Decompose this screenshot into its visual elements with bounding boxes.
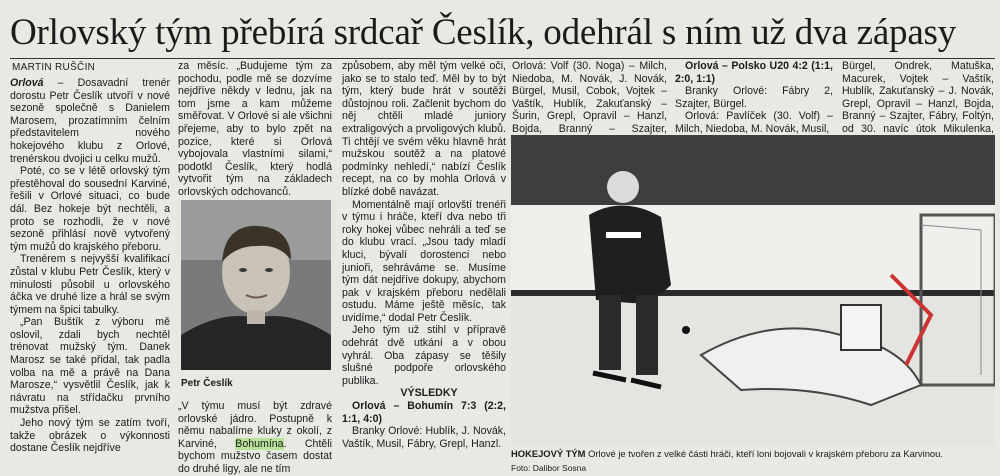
photo-caption: HOKEJOVÝ TÝM Orlové je tvořen z velké části hráči, kteří loni bojovali v krajském přeboru za Karvinou. — [511, 448, 943, 459]
paragraph: „Pan Buštík z výboru mě oslovil, zdali bych nechtěl trénovat mužský tým. Danek Marosz se také přidal, tak padla volba na mě a právě na Dana Marosze,“ vysvětlil Česlík, jak k návratu na střídačku prvního mužstva přišel. — [10, 316, 170, 417]
paragraph: Trenérem s nejvyšší kvalifikací zůstal v klubu Petr Česlík, který v minulosti působil u orlovského áčka ve druhé lize a hrál se svým týmem na špici tabulky. — [10, 253, 170, 316]
article-column-2-continued — [178, 400, 332, 476]
lineup-text: Bürgel, Ondrek, Matuška, Macurek, Vojtek – Vaštík, Hublík, Zakuťanský – J. Novák, Grepl, Opravil – Hanzl, Bojda, Branný – Szajter, Fábry, Foltýn, od 30. navíc útok Mikulenka, — [842, 60, 994, 135]
paragraph: „V týmu musí být zdravé orlovské jádro. Postupně k němu nabalíme kluky z okolí, z Karviné, Bohumína. Chtěli bychom mužstvo časem dostat do druhé ligy, ale ne tím — [178, 400, 332, 475]
paragraph: Momentálně mají orlovští trenéři v týmu i hráče, kteří dva nebo tři roky hokej vůbec nehráli a teď se do klubu vrací. „Jsou tady mladí kluci, bývalí dorostenci nebo junioři, sehráváme se. Musíme tým dát nejdříve dokupy, abychom pak v krajském přeboru nedělali ostudu. Máme ještě měsíc, tak uvidíme,“ dodal Petr Česlík. — [342, 198, 506, 324]
paragraph: Orlová – Dosavadní trenér dorostu Petr Česlík utvoří v nové sezoně společně s Danielem Marosem, prozatímním čelním představitelem nového hokejového klubu z Orlové, trenérskou dvojici u celku mužů. — [10, 77, 170, 165]
paragraph: Jeho tým už stihl v přípravě odehrát dvě utkání a v obou vyhrál. Oba zápasy se těšily slušné podpoře orlovského publika. — [342, 324, 506, 387]
article-column-5 — [675, 60, 833, 136]
headline: Orlovský tým přebírá srdcař Česlík, odehrál s ním už dva zápasy — [10, 12, 957, 53]
hockey-photo — [511, 135, 995, 445]
headline-rule — [10, 58, 995, 59]
photo-credit: Foto: Dalibor Sosna — [511, 463, 587, 473]
highlighted-word: Bohumína — [235, 437, 284, 450]
author-byline: MARTIN RUŠČIN — [12, 62, 96, 73]
article-column-2 — [178, 60, 332, 199]
result-heading: Orlová – Polsko U20 4:2 (1:1, 2:0, 1:1) — [675, 60, 833, 85]
dateline: Orlová — [10, 77, 44, 89]
lineup-text: Orlová: Pavlíček (30. Volf) – Milch, Niedoba, M. Novák, Musil, — [675, 110, 833, 135]
paragraph: za měsíc. „Budujeme tým za pochodu, podle mě se dozvíme nejdříve někdy v lednu, jak na tom jsme a kam můžeme směřovat. V Orlové si ale všichni přejeme, aby to bylo zpět na pozice, které si Orlová vybojovala vlastními silami,“ podotkl Česlík, který hodlá vytvořit tým na základech orlovských odchovanců. — [178, 60, 332, 198]
lineup-text: Orlová: Volf (30. Noga) – Milch, Niedoba, M. Novák, J. Novák, Bürgel, Musil, Cobok, Vojtek – Vaštík, Hublík, Zakuťanský – Šurin, Grepl, Opravil – Hanzl, Bojda, Branný – Szajter, — [512, 60, 667, 135]
portrait-caption: Petr Česlík — [181, 378, 233, 389]
result-goals: Branky Orlové: Fábry 2, Szajter, Bürgel. — [675, 85, 833, 110]
results-title: VÝSLEDKY — [400, 387, 458, 400]
paragraph: způsobem, aby měl tým velké oči, jako se to stalo teď. Měl by to být tým, který bude hrát v soutěži důstojnou roli. Začlenit bychom do něj chtěli mladé juniory extraligových a prvoligových klubů. Ti chtějí ve svém věku hlavně hrát mužskou soutěž a na platové podmínky nehledí,“ nabízí Česlík recept, na co by mohla Orlová v blízké době navázat. — [342, 60, 506, 198]
article-column-3 — [342, 60, 506, 450]
article-column-1 — [10, 77, 170, 455]
paragraph: Poté, co se v létě orlovský tým přestěhoval do sousední Karviné, řešili v Orlové situaci, co bude dál. Bez hokeje být nechtěli, a proto se rozhodli, že v nové sezoně přihlásí nově vytvořený tým mužů do krajského přeboru. — [10, 165, 170, 253]
result-goals: Branky Orlové: Hublík, J. Novák, Vaštík, Musil, Fábry, Grepl, Hanzl. — [342, 425, 506, 450]
result-heading: Orlová – Bohumín 7:3 (2:2, 1:1, 4:0) — [342, 400, 506, 425]
paragraph: Jeho nový tým se zatím tvoří, takže obrázek o výkonnosti dostane Česlík nejdříve — [10, 417, 170, 455]
portrait-photo — [181, 200, 331, 370]
